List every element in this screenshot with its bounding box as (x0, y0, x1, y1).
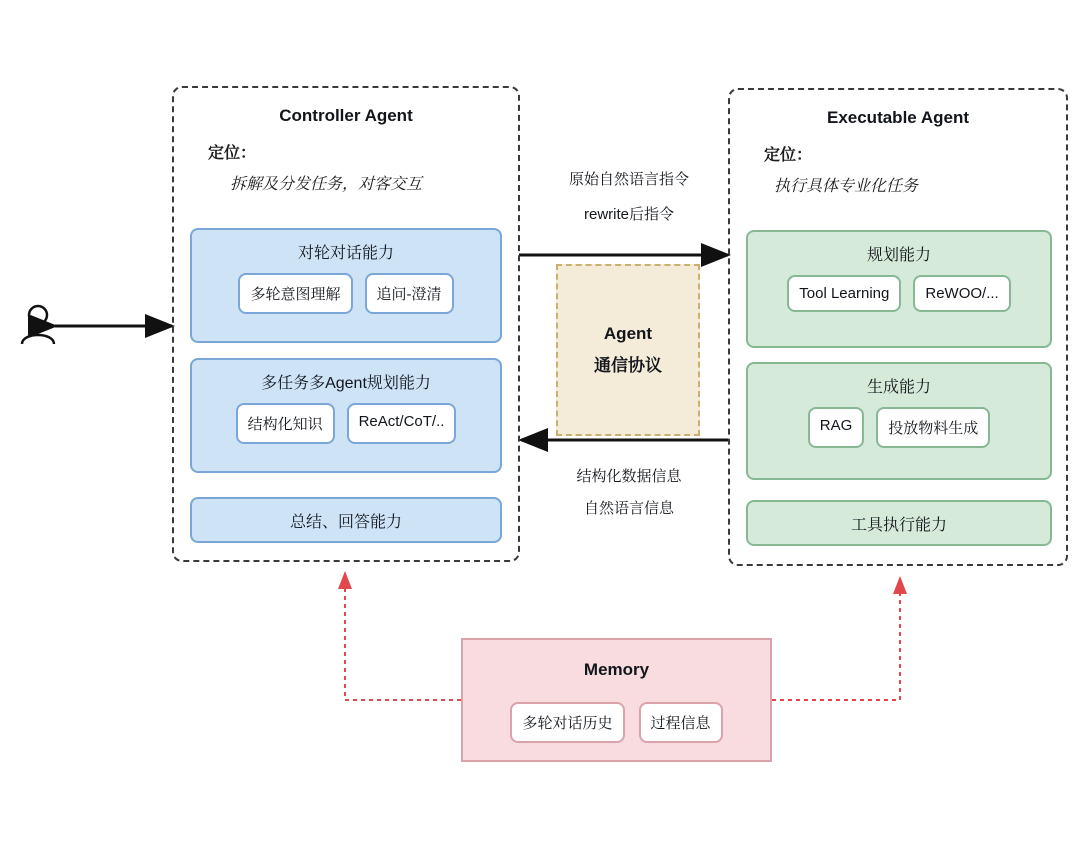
executable-role-text: 执行具体专业化任务 (774, 178, 919, 195)
chip-structured-knowledge[interactable]: 结构化知识 (236, 403, 335, 444)
executable-block-planning[interactable] (746, 230, 1052, 348)
controller-block-dialog-title: 对轮对话能力 (297, 245, 394, 262)
edge-label-backward-2: 自然语言信息 (583, 500, 674, 517)
chip-multi-turn-intent[interactable]: 多轮意图理解 (238, 273, 352, 314)
executable-block-generation-title: 生成能力 (866, 379, 931, 396)
controller-block-planning[interactable] (190, 358, 502, 473)
chip-tool-learning[interactable]: Tool Learning (787, 275, 901, 312)
memory-chips (463, 702, 770, 743)
controller-block-summary-title: 总结、回答能力 (289, 513, 402, 531)
controller-role-text: 拆解及分发任务，对客交互 (230, 176, 423, 193)
controller-block-planning-chips (192, 403, 500, 444)
executable-block-tool-exec[interactable] (746, 500, 1052, 546)
executable-block-generation-chips (748, 407, 1050, 448)
edge-label-backward-1: 结构化数据信息 (576, 468, 682, 485)
chip-material-generation[interactable]: 投放物料生成 (876, 407, 990, 448)
edge-label-forward-2: rewrite后指令 (583, 206, 674, 223)
controller-block-dialog[interactable] (190, 228, 502, 343)
executable-block-planning-title: 规划能力 (866, 247, 931, 264)
controller-block-planning-title: 多任务多Agent规划能力 (261, 375, 431, 392)
chip-followup-clarify[interactable]: 追问-澄清 (365, 273, 454, 314)
controller-block-dialog-chips (192, 273, 500, 314)
protocol-line-1: Agent (603, 323, 653, 343)
user-person-icon (10, 295, 70, 365)
memory-box[interactable] (461, 638, 772, 762)
chip-rewoo[interactable]: ReWOO/... (913, 275, 1010, 312)
chip-dialog-history[interactable]: 多轮对话历史 (510, 702, 624, 743)
executable-block-generation[interactable] (746, 362, 1052, 480)
executable-block-planning-chips (748, 275, 1050, 312)
chip-process-info[interactable]: 过程信息 (639, 702, 723, 743)
controller-block-summary[interactable] (190, 497, 502, 543)
chip-rag[interactable]: RAG (808, 407, 865, 448)
edge-label-forward-1: 原始自然语言指令 (568, 171, 689, 188)
controller-agent-title: Controller Agent (279, 106, 413, 125)
executable-block-tool-exec-title: 工具执行能力 (850, 516, 947, 534)
controller-role-label: 定位： (208, 145, 257, 162)
executable-role-label: 定位： (764, 147, 813, 164)
executable-agent-title: Executable Agent (826, 108, 970, 127)
chip-react-cot[interactable]: ReAct/CoT/.. (347, 403, 457, 444)
memory-title: Memory (583, 660, 650, 679)
agent-communication-protocol-box[interactable] (556, 264, 700, 436)
protocol-line-2: 通信协议 (594, 356, 662, 375)
